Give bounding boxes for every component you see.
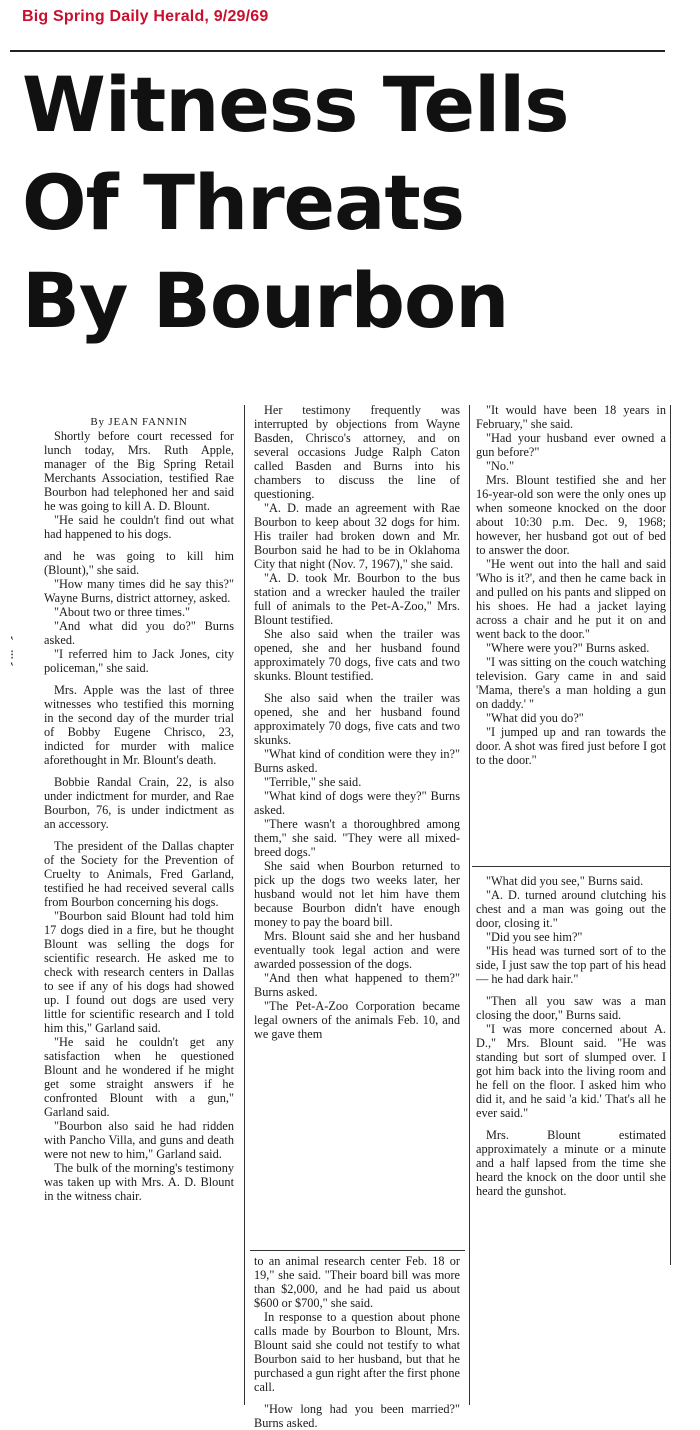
paragraph: "The Pet-A-Zoo Corporation became legal owners of the animals Feb. 10, and we gave them [254,999,460,1041]
paragraph: to an animal research center Feb. 18 or 19," she said. "Their board bill was more than $2,000, and he had paid us about $600 or $700," she said. [254,1254,460,1310]
paragraph: "Bourbon also said he had ridden with Pancho Villa, and guns and death were not new to him," Garland said. [44,1119,234,1161]
paragraph: "I was sitting on the couch watching television. Gary came in and said 'Mama, there's a man holding a gun on daddy.' " [476,655,666,711]
newspaper-source-label: Big Spring Daily Herald, 9/29/69 [22,8,269,25]
paragraph: "A. D. made an agreement with Rae Bourbon to keep about 32 dogs for him. His trailer had broken down and Mr. Bourbon said he had to be in Oklahoma City that night (Nov. 7, 1967)," she said. [254,501,460,571]
paragraph: She said when Bourbon returned to pick up the dogs two weeks later, her husband would not let him have them because Bourbon didn't have enough money to pay the board bill. [254,859,460,929]
column-divider-2 [469,405,470,1405]
paragraph: "A. D. turned around clutching his chest and a man was going out the door, closing it." [476,888,666,930]
article-column-2 [254,403,460,1041]
paragraph: "I was more concerned about A. D.," Mrs. Blount said. "He was standing but sort of slumped over. I got him back into the living room and he fell on the floor. I asked him who did it, and he said 'a kid.' That's all he ever said." [476,1022,666,1120]
column-2-divider [250,1250,465,1251]
paragraph: Her testimony frequently was interrupted by objections from Wayne Basden, Chrisco's attorney, and on several occasions Judge Ralph Caton called Basden and Burns into his chambers to discuss the line of questioning. [254,403,460,501]
paragraph: "Terrible," she said. [264,775,362,789]
paragraph: "Did you see him?" [486,930,583,944]
paragraph: "Had your husband ever owned a gun before?" [476,431,666,459]
paragraph: "And then what happened to them?" Burns asked. [254,971,460,999]
paragraph: Mrs. Apple was the last of three witnesses who testified this morning in the second day of the murder trial of Bobby Eugene Chrisco, 23, indicted for murder with malice aforethought in Mr. Blount's death. [44,683,234,767]
paragraph: "Bourbon said Blount had told him 17 dogs died in a fire, but he thought Blount was selling the dogs for scientific research. He asked me to check with research centers in Dallas to see if any of his dogs had showed up. I found out dogs are used very little for scientific research and I told him this," Garland said. [44,909,234,1035]
paragraph: and he was going to kill him (Blount)," she said. [44,549,234,577]
paragraph: She also said when the trailer was opened, she and her husband found approximately 70 dogs, five cats and two skunks. [254,691,460,747]
headline [22,56,672,350]
article-column-3 [476,403,666,767]
paragraph: "How long had you been married?" Burns asked. [254,1402,460,1430]
paragraph: "Where were you?" Burns asked. [486,641,650,655]
paragraph: She also said when the trailer was opened, she and her husband found approximately 70 dogs, five cats and two skunks. Blount testified. [254,627,460,683]
paragraph: "He said he couldn't find out what had happened to his dogs. [44,513,234,541]
byline: By JEAN FANNIN [90,416,188,428]
paragraph: The bulk of the morning's testimony was taken up with Mrs. A. D. Blount in the witness chair. [44,1161,234,1203]
paragraph: "What did you see," Burns said. [486,874,644,888]
headline-line-2: Of Threats [22,158,464,247]
paragraph: "I jumped up and ran towards the door. A shot was fired just before I got to the door." [476,725,666,767]
header-rule [10,50,665,52]
paragraph: "I referred him to Jack Jones, city policeman," she said. [44,647,234,675]
article-column-2-continued [254,1254,460,1430]
paragraph: "A. D. took Mr. Bourbon to the bus station and a wrecker hauled the trailer full of animals to the Pet-A-Zoo," Mrs. Blount testified. [254,571,460,627]
paragraph: Mrs. Blount testified she and her 16-year-old son were the only ones up when someone knocked on the door about 10:30 p.m. Dec. 9, 1968; however, her husband got out of bed to answer the door. [476,473,666,557]
paragraph: "Then all you saw was a man closing the door," Burns said. [476,994,666,1022]
paragraph: In response to a question about phone calls made by Bourbon to Blount, Mrs. Blount said she could not testify to what Bourbon said to her husband, but that he purchased a gun right after the first phone call. [254,1310,460,1394]
paragraph: "He said he couldn't get any satisfaction when he questioned Blount and he wondered if he might get some straight answers if he confronted Blount with a gun," Garland said. [44,1035,234,1119]
paragraph: "No." [486,459,515,473]
headline-line-1: Witness Tells [22,60,569,149]
margin-marks: ‛ ⁝ ‛ [10,635,15,676]
paragraph: "He went out into the hall and said 'Who is it?', and then he came back in and pulled on his pants and slipped on his shoes. He had a jacket laying across a chair and he put it on and went back to the door." [476,557,666,641]
article-column-1 [44,415,234,1203]
paragraph: "About two or three times." [54,605,191,619]
paragraph: "What did you do?" [486,711,584,725]
paragraph: Bobbie Randal Crain, 22, is also under indictment for murder, and Rae Bourbon, 76, is under indictment as an accessory. [44,775,234,831]
paragraph: "It would have been 18 years in February," she said. [476,403,666,431]
headline-line-3: By Bourbon [22,256,509,345]
paragraph: Shortly before court recessed for lunch today, Mrs. Ruth Apple, manager of the Big Spring Retail Merchants Association, testified Rae Bourbon had telephoned her and said he was going to kill A. D. Blount. [44,429,234,513]
paragraph: The president of the Dallas chapter of the Society for the Prevention of Cruelty to Animals, Fred Garland, testified he had received several calls from Bourbon concerning his dogs. [44,839,234,909]
paragraph: "What kind of dogs were they?" Burns asked. [254,789,460,817]
paragraph: "And what did you do?" Burns asked. [44,619,234,647]
paragraph: Mrs. Blount said she and her husband eventually took legal action and were awarded possession of the dogs. [254,929,460,971]
paragraph: Mrs. Blount estimated approximately a minute or a minute and a half lapsed from the time she heard the knock on the door until she heard the gunshot. [476,1128,666,1198]
paragraph: "What kind of condition were they in?" Burns asked. [254,747,460,775]
column-3-divider [472,866,670,867]
column-divider-1 [244,405,245,1405]
article-column-3-continued [476,874,666,1198]
paragraph: "How many times did he say this?" Wayne Burns, district attorney, asked. [44,577,234,605]
paragraph: "There wasn't a thoroughbred among them," she said. "They were all mixed-breed dogs." [254,817,460,859]
paragraph: "His head was turned sort of to the side, I just saw the top part of his head — he had dark hair." [476,944,666,986]
column-3-right-border [670,405,671,1265]
